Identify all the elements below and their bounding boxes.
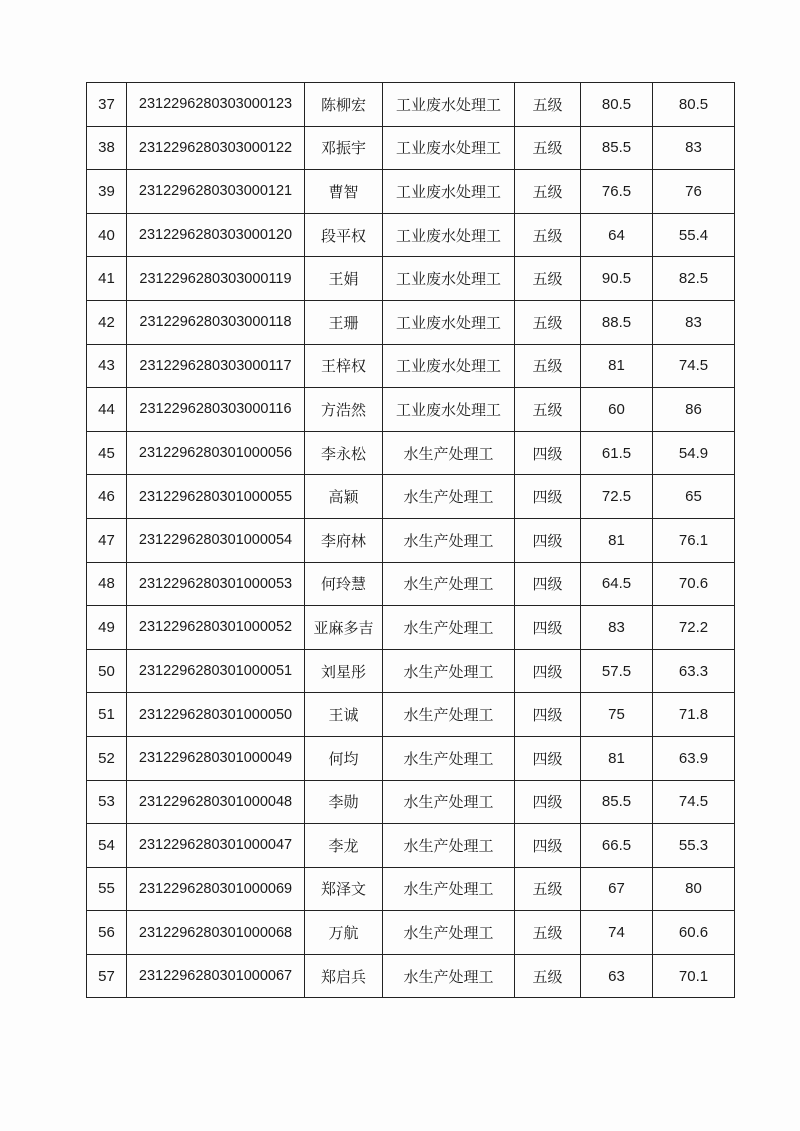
cell-name: 王梓权 [305, 344, 383, 388]
cell-score1: 67 [581, 867, 653, 911]
cell-job: 工业废水处理工 [383, 300, 515, 344]
cell-score2: 72.2 [653, 606, 735, 650]
table-row [87, 126, 735, 170]
cell-score2: 86 [653, 388, 735, 432]
cell-score2: 83 [653, 300, 735, 344]
cell-score2: 63.9 [653, 736, 735, 780]
table-row [87, 824, 735, 868]
cell-score2: 83 [653, 126, 735, 170]
table-row [87, 562, 735, 606]
cell-id: 2312296280303000117 [127, 344, 305, 388]
cell-name: 邓振宇 [305, 126, 383, 170]
cell-score2: 71.8 [653, 693, 735, 737]
cell-job: 工业废水处理工 [383, 388, 515, 432]
cell-job: 水生产处理工 [383, 518, 515, 562]
cell-level: 五级 [515, 126, 581, 170]
cell-score1: 57.5 [581, 649, 653, 693]
cell-id: 2312296280301000068 [127, 911, 305, 955]
cell-job: 水生产处理工 [383, 475, 515, 519]
cell-score1: 61.5 [581, 431, 653, 475]
cell-score1: 80.5 [581, 83, 653, 127]
cell-score1: 81 [581, 344, 653, 388]
cell-score1: 90.5 [581, 257, 653, 301]
cell-no: 37 [87, 83, 127, 127]
cell-id: 2312296280301000047 [127, 824, 305, 868]
cell-score2: 74.5 [653, 780, 735, 824]
cell-level: 四级 [515, 431, 581, 475]
cell-no: 51 [87, 693, 127, 737]
cell-job: 水生产处理工 [383, 867, 515, 911]
cell-score2: 60.6 [653, 911, 735, 955]
cell-name: 何均 [305, 736, 383, 780]
cell-name: 郑泽文 [305, 867, 383, 911]
cell-level: 四级 [515, 824, 581, 868]
cell-score1: 74 [581, 911, 653, 955]
cell-no: 39 [87, 170, 127, 214]
table-row [87, 867, 735, 911]
cell-level: 四级 [515, 562, 581, 606]
cell-level: 五级 [515, 867, 581, 911]
cell-id: 2312296280301000049 [127, 736, 305, 780]
cell-score1: 64.5 [581, 562, 653, 606]
cell-id: 2312296280301000050 [127, 693, 305, 737]
cell-score2: 65 [653, 475, 735, 519]
cell-id: 2312296280301000052 [127, 606, 305, 650]
cell-job: 工业废水处理工 [383, 170, 515, 214]
cell-score2: 76.1 [653, 518, 735, 562]
cell-level: 五级 [515, 257, 581, 301]
cell-name: 李永松 [305, 431, 383, 475]
cell-level: 四级 [515, 649, 581, 693]
cell-score1: 85.5 [581, 780, 653, 824]
cell-name: 刘星彤 [305, 649, 383, 693]
cell-id: 2312296280301000069 [127, 867, 305, 911]
cell-score1: 75 [581, 693, 653, 737]
cell-job: 水生产处理工 [383, 824, 515, 868]
cell-no: 46 [87, 475, 127, 519]
table-row [87, 83, 735, 127]
cell-id: 2312296280303000123 [127, 83, 305, 127]
cell-job: 水生产处理工 [383, 562, 515, 606]
cell-score1: 63 [581, 954, 653, 998]
cell-name: 王诚 [305, 693, 383, 737]
cell-score1: 85.5 [581, 126, 653, 170]
table-row [87, 954, 735, 998]
table-row [87, 344, 735, 388]
cell-score2: 76 [653, 170, 735, 214]
results-table [86, 82, 735, 998]
cell-no: 53 [87, 780, 127, 824]
cell-id: 2312296280301000053 [127, 562, 305, 606]
cell-no: 56 [87, 911, 127, 955]
cell-score1: 83 [581, 606, 653, 650]
cell-no: 54 [87, 824, 127, 868]
cell-score1: 66.5 [581, 824, 653, 868]
table-row [87, 606, 735, 650]
cell-job: 水生产处理工 [383, 780, 515, 824]
table-row [87, 693, 735, 737]
cell-id: 2312296280301000048 [127, 780, 305, 824]
cell-name: 王珊 [305, 300, 383, 344]
table-body [87, 83, 735, 998]
table-row [87, 649, 735, 693]
cell-name: 段平权 [305, 213, 383, 257]
cell-score1: 81 [581, 736, 653, 780]
cell-name: 方浩然 [305, 388, 383, 432]
cell-level: 五级 [515, 213, 581, 257]
cell-job: 工业废水处理工 [383, 257, 515, 301]
cell-job: 水生产处理工 [383, 606, 515, 650]
cell-score2: 82.5 [653, 257, 735, 301]
cell-no: 45 [87, 431, 127, 475]
table-row [87, 518, 735, 562]
cell-name: 李勋 [305, 780, 383, 824]
cell-id: 2312296280303000118 [127, 300, 305, 344]
cell-score1: 81 [581, 518, 653, 562]
cell-no: 43 [87, 344, 127, 388]
cell-level: 四级 [515, 475, 581, 519]
cell-no: 41 [87, 257, 127, 301]
cell-level: 四级 [515, 606, 581, 650]
cell-job: 水生产处理工 [383, 649, 515, 693]
cell-level: 五级 [515, 300, 581, 344]
cell-no: 47 [87, 518, 127, 562]
table-row [87, 736, 735, 780]
cell-name: 亚麻多吉 [305, 606, 383, 650]
cell-name: 高颖 [305, 475, 383, 519]
cell-score1: 76.5 [581, 170, 653, 214]
cell-name: 李府林 [305, 518, 383, 562]
cell-score2: 70.1 [653, 954, 735, 998]
cell-score2: 80 [653, 867, 735, 911]
table-row [87, 170, 735, 214]
cell-no: 50 [87, 649, 127, 693]
cell-no: 55 [87, 867, 127, 911]
cell-job: 工业废水处理工 [383, 126, 515, 170]
cell-level: 五级 [515, 911, 581, 955]
table-row [87, 475, 735, 519]
cell-name: 王娟 [305, 257, 383, 301]
cell-id: 2312296280303000119 [127, 257, 305, 301]
cell-score1: 64 [581, 213, 653, 257]
table-row [87, 780, 735, 824]
cell-level: 五级 [515, 954, 581, 998]
cell-level: 五级 [515, 83, 581, 127]
table-row [87, 213, 735, 257]
cell-no: 38 [87, 126, 127, 170]
cell-id: 2312296280301000054 [127, 518, 305, 562]
cell-no: 52 [87, 736, 127, 780]
table-row [87, 388, 735, 432]
cell-job: 水生产处理工 [383, 911, 515, 955]
cell-job: 水生产处理工 [383, 431, 515, 475]
cell-score1: 72.5 [581, 475, 653, 519]
cell-score1: 60 [581, 388, 653, 432]
cell-id: 2312296280301000056 [127, 431, 305, 475]
table-row [87, 911, 735, 955]
table-row [87, 257, 735, 301]
cell-id: 2312296280301000051 [127, 649, 305, 693]
cell-no: 40 [87, 213, 127, 257]
cell-name: 陈柳宏 [305, 83, 383, 127]
cell-job: 工业废水处理工 [383, 344, 515, 388]
cell-name: 曹智 [305, 170, 383, 214]
cell-no: 48 [87, 562, 127, 606]
cell-id: 2312296280303000116 [127, 388, 305, 432]
cell-score2: 63.3 [653, 649, 735, 693]
cell-id: 2312296280303000120 [127, 213, 305, 257]
cell-level: 四级 [515, 693, 581, 737]
cell-name: 何玲慧 [305, 562, 383, 606]
table-row [87, 300, 735, 344]
cell-level: 五级 [515, 170, 581, 214]
cell-id: 2312296280301000055 [127, 475, 305, 519]
cell-score2: 55.4 [653, 213, 735, 257]
cell-score2: 55.3 [653, 824, 735, 868]
cell-level: 五级 [515, 388, 581, 432]
cell-level: 五级 [515, 344, 581, 388]
cell-no: 44 [87, 388, 127, 432]
cell-no: 57 [87, 954, 127, 998]
cell-level: 四级 [515, 736, 581, 780]
cell-no: 49 [87, 606, 127, 650]
cell-name: 万航 [305, 911, 383, 955]
cell-score2: 70.6 [653, 562, 735, 606]
cell-score2: 80.5 [653, 83, 735, 127]
cell-id: 2312296280303000122 [127, 126, 305, 170]
cell-name: 李龙 [305, 824, 383, 868]
cell-id: 2312296280301000067 [127, 954, 305, 998]
cell-score2: 54.9 [653, 431, 735, 475]
cell-job: 水生产处理工 [383, 693, 515, 737]
cell-level: 四级 [515, 518, 581, 562]
cell-job: 工业废水处理工 [383, 83, 515, 127]
cell-job: 水生产处理工 [383, 736, 515, 780]
cell-no: 42 [87, 300, 127, 344]
table-row [87, 431, 735, 475]
cell-score1: 88.5 [581, 300, 653, 344]
cell-name: 郑启兵 [305, 954, 383, 998]
cell-job: 水生产处理工 [383, 954, 515, 998]
cell-id: 2312296280303000121 [127, 170, 305, 214]
cell-job: 工业废水处理工 [383, 213, 515, 257]
cell-score2: 74.5 [653, 344, 735, 388]
cell-level: 四级 [515, 780, 581, 824]
